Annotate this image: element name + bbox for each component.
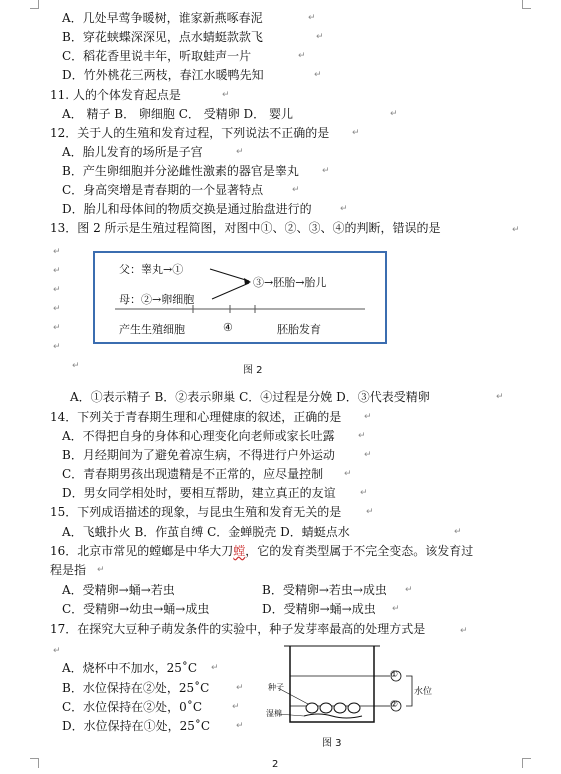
paragraph-mark: ↵ (308, 13, 316, 23)
q10-option-a: A．几处早莺争暖树，谁家新燕啄春泥 (62, 11, 263, 25)
q12-option-b: B．产生卵细胞并分泌雌性激素的器官是睾丸 (62, 164, 299, 178)
q14-option-b: B．月经期间为了避免着凉生病，不得进行户外运动 (62, 448, 335, 462)
q10-option-b: B．穿花蛱蝶深深见，点水蜻蜓款款飞 (62, 30, 263, 44)
q12-stem: 12．关于人的生殖和发育过程，下列说法不正确的是 (50, 126, 330, 140)
figure-3-mark-1: ① (390, 670, 399, 680)
q16-option-c: C．受精卵→幼虫→蛹→成虫 (62, 602, 210, 616)
paragraph-mark: ↵ (340, 204, 348, 214)
paragraph-mark: ↵ (53, 247, 61, 257)
paragraph-mark: ↵ (364, 450, 372, 460)
q14-option-a: A．不得把自身的身体和心理变化向老师或家长吐露 (62, 429, 335, 443)
q11-stem: 11. 人的个体发育起点是 (50, 88, 181, 102)
paragraph-mark: ↵ (512, 225, 520, 235)
q11-options: A． 精子 B． 卵细胞 C． 受精卵 D． 婴儿 (62, 107, 293, 121)
paragraph-mark: ↵ (97, 565, 105, 575)
crop-mark (30, 758, 39, 759)
paragraph-mark: ↵ (352, 128, 360, 138)
paragraph-mark: ↵ (53, 342, 61, 352)
paragraph-mark: ↵ (211, 663, 219, 673)
crop-mark (522, 8, 531, 9)
paragraph-mark: ↵ (292, 185, 300, 195)
figure-2-mother-label: 母：②→卵细胞 (119, 293, 195, 306)
q12-option-c: C．身高突增是青春期的一个显著特点 (62, 183, 264, 197)
figure-2-reproduction-diagram (93, 251, 387, 344)
paragraph-mark: ↵ (360, 488, 368, 498)
q12-option-a: A．胎儿发育的场所是子宫 (62, 145, 203, 159)
paragraph-mark: ↵ (236, 683, 244, 693)
paragraph-mark: ↵ (53, 285, 61, 295)
paragraph-mark: ↵ (222, 90, 230, 100)
paragraph-mark: ↵ (236, 147, 244, 157)
q16-text-part1: 16．北京市常见的螳螂是中华大刀 (50, 544, 234, 558)
q16-option-b: B．受精卵→若虫→成虫 (262, 583, 387, 597)
q10-option-c: C．稻花香里说丰年，听取蛙声一片 (62, 49, 252, 63)
q16-option-d: D．受精卵→蛹→成虫 (262, 602, 376, 616)
paragraph-mark: ↵ (53, 266, 61, 276)
figure-2-father-label: 父：睾丸→① (119, 263, 184, 276)
figure-2-stage-4: ④ (223, 321, 233, 334)
q16-stem-line1 (50, 543, 473, 559)
q17-option-b: B．水位保持在②处，25˚C (62, 681, 210, 695)
q16-text-part2: ，它的发育类型属于不完全变态。该发育过 (245, 544, 474, 558)
q16-text-flagged: 螳 (233, 544, 246, 558)
paragraph-mark: ↵ (364, 412, 372, 422)
paragraph-mark: ↵ (316, 32, 324, 42)
figure-3-caption: 图 3 (322, 738, 342, 749)
q17-stem: 17．在探究大豆种子萌发条件的实验中，种子发芽率最高的处理方式是 (50, 622, 426, 636)
figure-2-development-chain: ③→胚胎→胎儿 (253, 276, 327, 289)
paragraph-mark: ↵ (344, 469, 352, 479)
q17-option-d: D．水位保持在①处，25˚C (62, 719, 211, 733)
paragraph-mark: ↵ (72, 361, 80, 371)
q14-option-c: C．青春期男孩出现遗精是不正常的，应尽量控制 (62, 467, 324, 481)
paragraph-mark: ↵ (454, 527, 462, 537)
figure-2-stage-gamete: 产生生殖细胞 (119, 323, 185, 336)
paragraph-mark: ↵ (390, 109, 398, 119)
crop-mark (522, 0, 523, 8)
crop-mark (522, 758, 531, 759)
q13-options: A．①表示精子 B．②表示卵巢 C．④过程是分娩 D．③代表受精卵 (70, 390, 430, 404)
crop-mark (522, 758, 523, 768)
paragraph-mark: ↵ (53, 304, 61, 314)
paragraph-mark: ↵ (236, 721, 244, 731)
paragraph-mark: ↵ (322, 166, 330, 176)
crop-mark (30, 8, 39, 9)
figure-2-stage-embryo: 胚胎发育 (277, 323, 321, 336)
q10-option-d: D．竹外桃花三两枝，春江水暖鸭先知 (62, 68, 264, 82)
q17-option-a: A．烧杯中不加水，25˚C (62, 661, 198, 675)
q15-options: A．飞蛾扑火 B．作茧自缚 C．金蝉脱壳 D．蜻蜓点水 (62, 525, 350, 539)
paragraph-mark: ↵ (232, 702, 240, 712)
paragraph-mark: ↵ (460, 626, 468, 636)
paragraph-mark: ↵ (405, 585, 413, 595)
page-number: 2 (272, 759, 279, 770)
crop-mark (38, 0, 39, 8)
q17-option-c: C．水位保持在②处，0˚C (62, 700, 202, 714)
q14-stem: 14．下列关于青春期生理和心理健康的叙述，正确的是 (50, 410, 342, 424)
figure-3-mark-2: ② (390, 700, 399, 710)
figure-3-water-level-label: 水位 (414, 687, 433, 697)
paragraph-mark: ↵ (53, 646, 61, 656)
paragraph-mark: ↵ (358, 431, 366, 441)
paragraph-mark: ↵ (314, 70, 322, 80)
q15-stem: 15．下列成语描述的现象，与昆虫生殖和发育无关的是 (50, 505, 342, 519)
q16-option-a: A．受精卵→蛹→若虫 (62, 583, 175, 597)
figure-3-seed-label: 种子 (268, 683, 284, 692)
figure-3-beaker-diagram (262, 638, 432, 728)
q12-option-d: D．胎儿和母体间的物质交换是通过胎盘进行的 (62, 202, 312, 216)
paragraph-mark: ↵ (392, 604, 400, 614)
q14-option-d: D．男女同学相处时，要相互帮助，建立真正的友谊 (62, 486, 336, 500)
paragraph-mark: ↵ (53, 323, 61, 333)
figure-3-cotton-label: 湿棉 (266, 709, 282, 718)
crop-mark (38, 758, 39, 768)
q13-stem: 13．图 2 所示是生殖过程简图，对图中①、②、③、④的判断，错误的是 (50, 221, 441, 235)
paragraph-mark: ↵ (298, 51, 306, 61)
paragraph-mark: ↵ (366, 507, 374, 517)
paragraph-mark: ↵ (496, 392, 504, 402)
q16-stem-line2: 程是指 (50, 563, 87, 577)
figure-2-caption: 图 2 (243, 365, 263, 376)
